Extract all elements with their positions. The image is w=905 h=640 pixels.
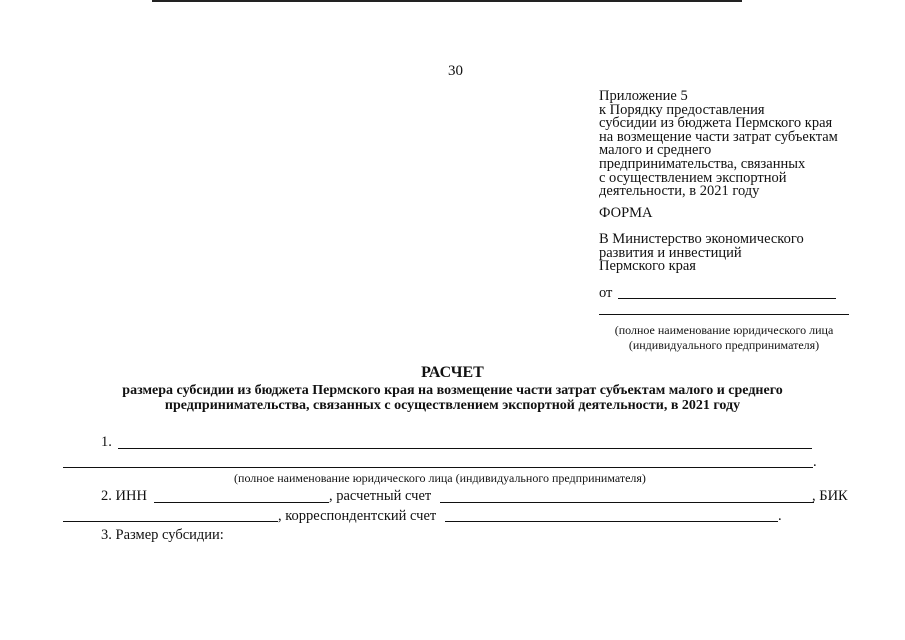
inn-field[interactable] xyxy=(154,502,329,503)
page-number: 30 xyxy=(448,63,463,79)
addressee-line: развития и инвестиций xyxy=(599,244,742,261)
appendix-line: к Порядку предоставления xyxy=(599,101,765,118)
appendix-line: деятельности, в 2021 году xyxy=(599,183,760,200)
appendix-block xyxy=(599,90,838,199)
subsidy-size-label: 3. Размер субсидии: xyxy=(101,527,224,543)
item2-end-dot: . xyxy=(778,508,782,524)
bik-field[interactable] xyxy=(63,521,278,522)
bik-label: , БИК xyxy=(812,488,848,504)
from-field-line-2[interactable] xyxy=(599,314,849,315)
inn-label: 2. ИНН xyxy=(101,488,147,504)
item1-name-line-1[interactable] xyxy=(118,448,812,449)
corr-account-field[interactable] xyxy=(445,521,778,522)
item1-label: 1. xyxy=(101,434,112,450)
appendix-line: Приложение 5 xyxy=(599,88,688,104)
form-label: ФОРМА xyxy=(599,205,653,221)
appendix-line: малого и среднего xyxy=(599,142,712,159)
item1-name-line-2[interactable] xyxy=(63,467,813,468)
addressee-line: В Министерство экономического xyxy=(599,231,804,247)
appendix-line: на возмещение части затрат субъектам xyxy=(599,128,838,145)
addressee-line: Пермского края xyxy=(599,258,696,274)
item1-end-dot: . xyxy=(813,454,817,470)
appendix-line: предпринимательства, связанных xyxy=(599,155,806,172)
appendix-line: с осуществлением экспортной xyxy=(599,169,787,186)
item1-caption: (полное наименование юридического лица (индивидуального предпринимателя) xyxy=(234,471,646,485)
account-label: , расчетный счет xyxy=(329,488,432,504)
document-title: РАСЧЕТ xyxy=(421,364,484,381)
from-caption-2: (индивидуального предпринимателя) xyxy=(628,338,820,352)
from-label: от xyxy=(599,285,613,301)
account-field[interactable] xyxy=(440,502,814,503)
corr-account-label: , корреспондентский счет xyxy=(278,508,437,524)
addressee-block xyxy=(599,233,804,274)
from-field-line-1[interactable] xyxy=(618,298,836,299)
subtitle-line: предпринимательства, связанных с осуществлением экспортной деятельности, в 2021 году xyxy=(164,398,741,413)
subtitle-line: размера субсидии из бюджета Пермского края на возмещение части затрат субъектам малого и среднего xyxy=(122,383,783,398)
appendix-line: субсидии из бюджета Пермского края xyxy=(599,115,833,132)
document-subtitle xyxy=(60,383,845,413)
top-border-line xyxy=(152,0,742,2)
from-caption-1: (полное наименование юридического лица xyxy=(614,323,834,337)
